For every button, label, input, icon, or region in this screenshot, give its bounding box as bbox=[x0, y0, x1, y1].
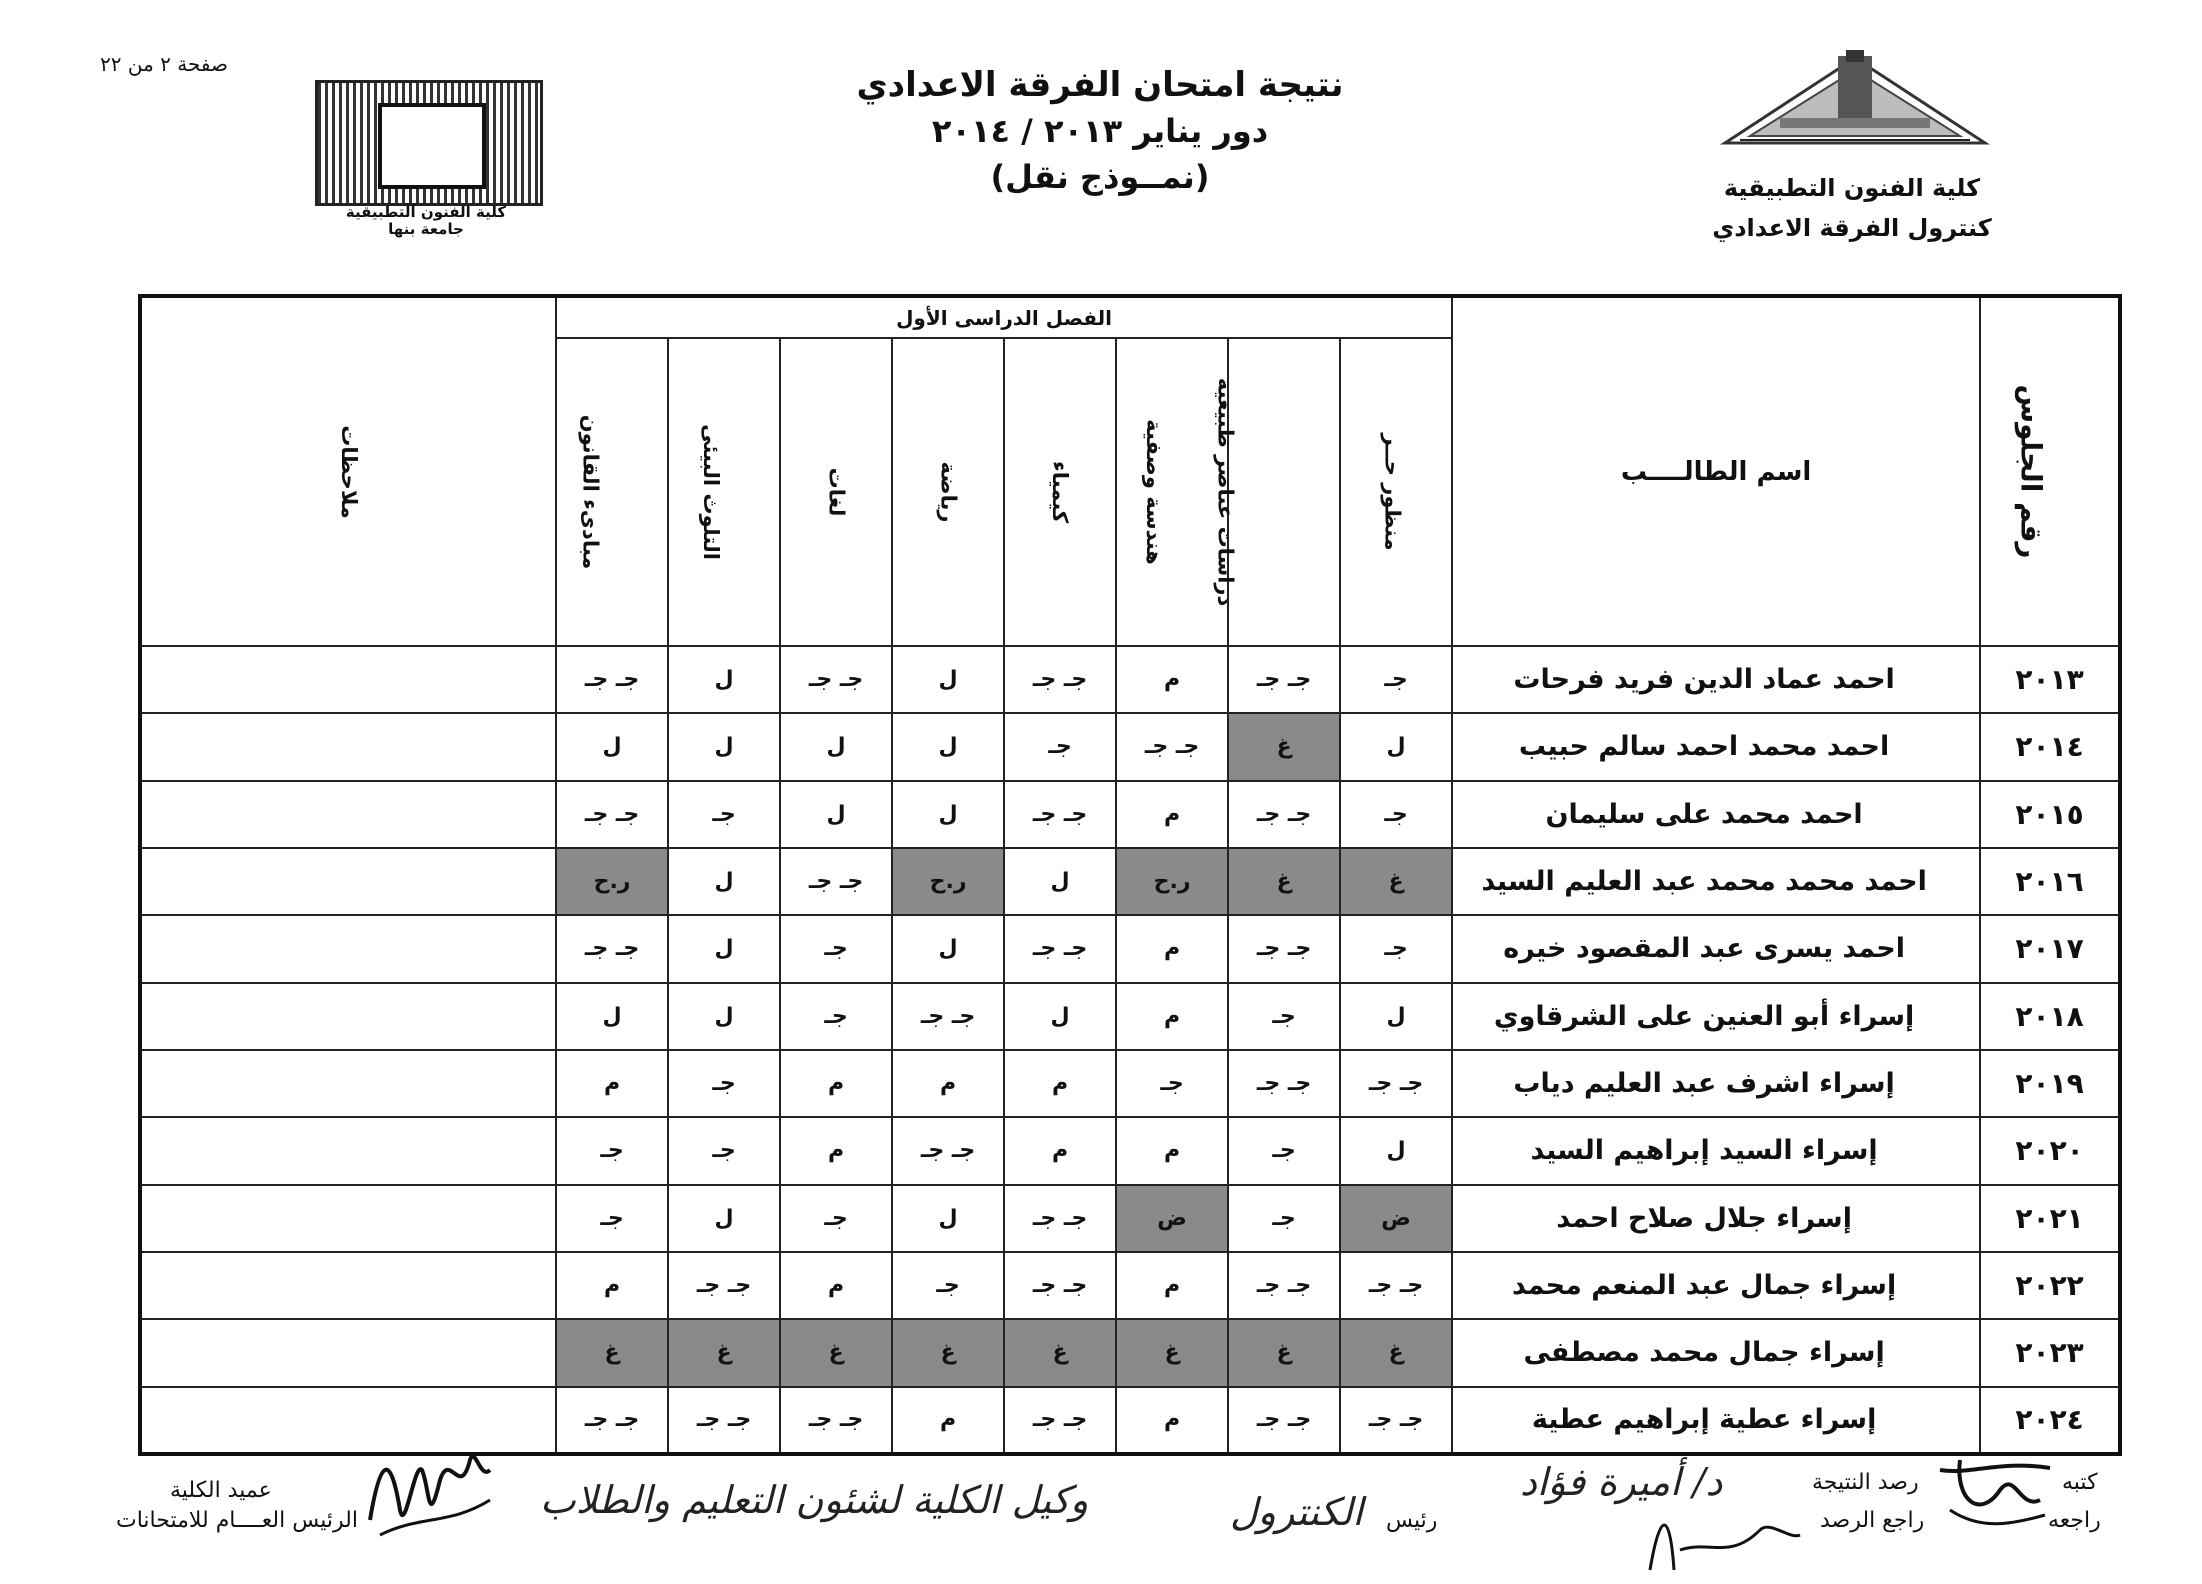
grade-cell: جـ جـ bbox=[1116, 713, 1228, 780]
notes-cell bbox=[140, 1252, 556, 1319]
subject-header: هندسة وصفية bbox=[1116, 338, 1228, 646]
grade-cell: ل bbox=[892, 915, 1004, 982]
table-row bbox=[140, 915, 2120, 982]
grade-cell: غ bbox=[1228, 1319, 1340, 1386]
grade-cell: جـ جـ bbox=[1004, 781, 1116, 848]
reviewed-by-label: راجعه bbox=[2048, 1508, 2101, 1533]
entry-signature-text: د/ أميرة فؤاد bbox=[1520, 1460, 1723, 1504]
grade-cell: ل bbox=[892, 781, 1004, 848]
grade-cell: م bbox=[556, 1050, 668, 1117]
grade-cell: جـ جـ bbox=[668, 1252, 780, 1319]
seat-number: ٢٠١٦ bbox=[1980, 848, 2120, 915]
grade-cell: ل bbox=[1004, 848, 1116, 915]
seat-number: ٢٠١٩ bbox=[1980, 1050, 2120, 1117]
grade-cell: جـ جـ bbox=[780, 848, 892, 915]
table-row bbox=[140, 1117, 2120, 1184]
grade-cell: م bbox=[1116, 1387, 1228, 1454]
subject-header: التلوث البيئى bbox=[668, 338, 780, 646]
university-logo bbox=[1720, 48, 1990, 148]
subject-header: رياضة bbox=[892, 338, 1004, 646]
grade-cell: جـ bbox=[556, 1185, 668, 1252]
grade-cell: ل bbox=[668, 915, 780, 982]
grade-cell: جـ جـ bbox=[780, 1387, 892, 1454]
grade-cell: جـ جـ bbox=[1228, 1252, 1340, 1319]
title-line-3: (نمــوذج نقل) bbox=[990, 158, 1210, 196]
grade-cell: جـ bbox=[780, 915, 892, 982]
subject-header: مبادىء القانون bbox=[556, 338, 668, 646]
grade-cell: ل bbox=[1340, 983, 1452, 1050]
grade-cell: م bbox=[780, 1050, 892, 1117]
title-line-2: دور يناير ٢٠١٣ / ٢٠١٤ bbox=[931, 112, 1269, 150]
grade-cell: م bbox=[892, 1050, 1004, 1117]
notes-cell bbox=[140, 1050, 556, 1117]
grade-cell: ل bbox=[668, 713, 780, 780]
notes-cell bbox=[140, 915, 556, 982]
grade-cell: غ bbox=[892, 1319, 1004, 1386]
grade-cell: م bbox=[1004, 1050, 1116, 1117]
grade-cell: جـ جـ bbox=[1340, 1387, 1452, 1454]
grade-cell: ض bbox=[1340, 1185, 1452, 1252]
grade-cell: جـ جـ bbox=[1228, 1050, 1340, 1117]
grade-cell: جـ جـ bbox=[1228, 915, 1340, 982]
grade-cell: جـ bbox=[668, 781, 780, 848]
grade-cell: ل bbox=[556, 713, 668, 780]
grade-cell: جـ جـ bbox=[1340, 1050, 1452, 1117]
grade-cell: غ bbox=[1340, 1319, 1452, 1386]
student-name: إسراء جلال صلاح احمد bbox=[1452, 1185, 1980, 1252]
seat-number: ٢٠١٧ bbox=[1980, 915, 2120, 982]
table-row bbox=[140, 848, 2120, 915]
writer-signature bbox=[1930, 1440, 2070, 1554]
seat-number-header: رقم الجلوس bbox=[1980, 296, 2120, 646]
grade-cell: جـ bbox=[1228, 1117, 1340, 1184]
grade-cell: جـ جـ bbox=[1340, 1252, 1452, 1319]
grade-cell: م bbox=[780, 1252, 892, 1319]
student-name: احمد محمد على سليمان bbox=[1452, 781, 1980, 848]
student-name: إسراء أبو العنين على الشرقاوي bbox=[1452, 983, 1980, 1050]
seat-number: ٢٠١٤ bbox=[1980, 713, 2120, 780]
subject-header: لغات bbox=[780, 338, 892, 646]
grade-cell: جـ bbox=[1228, 983, 1340, 1050]
results-table bbox=[138, 294, 2122, 1456]
faculty-logo-mark bbox=[315, 80, 543, 206]
written-by-label: كتبه bbox=[2062, 1470, 2098, 1495]
grade-cell: ل bbox=[668, 983, 780, 1050]
seat-number: ٢٠١٥ bbox=[1980, 781, 2120, 848]
grade-cell: م bbox=[780, 1117, 892, 1184]
subject-header: منظور حــر bbox=[1340, 338, 1452, 646]
grade-cell: ل bbox=[892, 713, 1004, 780]
grade-cell: جـ bbox=[1228, 1185, 1340, 1252]
grade-cell: جـ جـ bbox=[1004, 1185, 1116, 1252]
grade-cell: جـ bbox=[1116, 1050, 1228, 1117]
grade-cell: جـ bbox=[892, 1252, 1004, 1319]
grade-cell: جـ جـ bbox=[556, 1387, 668, 1454]
grade-cell: ض bbox=[1116, 1185, 1228, 1252]
faculty-logo-caption-2: جامعة بنها bbox=[388, 220, 464, 238]
notes-cell bbox=[140, 713, 556, 780]
faculty-logo-caption-1: كلية الفنون التطبيقية bbox=[345, 203, 507, 221]
grade-cell: م bbox=[1004, 1117, 1116, 1184]
seat-number: ٢٠٢٣ bbox=[1980, 1319, 2120, 1386]
table-row bbox=[140, 713, 2120, 780]
faculty-logo bbox=[310, 80, 540, 238]
grade-cell: جـ جـ bbox=[1004, 1252, 1116, 1319]
notes-cell bbox=[140, 1319, 556, 1386]
notes-cell bbox=[140, 983, 556, 1050]
grade-cell: جـ bbox=[556, 1117, 668, 1184]
grade-cell: غ bbox=[668, 1319, 780, 1386]
grade-cell: غ bbox=[1340, 848, 1452, 915]
grade-cell: جـ جـ bbox=[556, 646, 668, 713]
grade-cell: جـ bbox=[1004, 713, 1116, 780]
grade-cell: جـ bbox=[1340, 915, 1452, 982]
notes-cell bbox=[140, 781, 556, 848]
notes-cell bbox=[140, 646, 556, 713]
grade-cell: ل bbox=[668, 848, 780, 915]
student-name: احمد عماد الدين فريد فرحات bbox=[1452, 646, 1980, 713]
title-line-1: نتيجة امتحان الفرقة الاعدادي bbox=[856, 65, 1344, 105]
grade-cell: جـ جـ bbox=[1004, 646, 1116, 713]
entry-review-label: راجع الرصد bbox=[1820, 1508, 1925, 1533]
grade-cell: غ bbox=[1116, 1319, 1228, 1386]
seat-number: ٢٠٢٤ bbox=[1980, 1387, 2120, 1454]
grade-cell: م bbox=[1116, 1117, 1228, 1184]
student-name-header: اسم الطالــــب bbox=[1452, 296, 1980, 646]
grade-cell: م bbox=[556, 1252, 668, 1319]
grade-cell: جـ جـ bbox=[1228, 646, 1340, 713]
notes-cell bbox=[140, 1117, 556, 1184]
seat-number: ٢٠١٨ bbox=[1980, 983, 2120, 1050]
grade-cell: جـ bbox=[780, 1185, 892, 1252]
college-name: كلية الفنون التطبيقية bbox=[1723, 174, 1981, 202]
exams-head-label: الرئيس العــــام للامتحانات bbox=[116, 1508, 358, 1533]
document-title bbox=[700, 62, 1500, 200]
student-name: إسراء اشرف عبد العليم دياب bbox=[1452, 1050, 1980, 1117]
student-name: إسراء السيد إبراهيم السيد bbox=[1452, 1117, 1980, 1184]
grade-cell: ر.ح bbox=[556, 848, 668, 915]
table-row bbox=[140, 983, 2120, 1050]
grade-cell: ل bbox=[780, 781, 892, 848]
grade-cell: غ bbox=[1004, 1319, 1116, 1386]
review-signature bbox=[1640, 1500, 1810, 1584]
grade-cell: ل bbox=[892, 1185, 1004, 1252]
grade-cell: جـ جـ bbox=[892, 1117, 1004, 1184]
grade-cell: غ bbox=[1228, 713, 1340, 780]
notes-header: ملاحظات bbox=[140, 296, 556, 646]
grade-cell: ر.ح bbox=[1116, 848, 1228, 915]
student-name: إسراء جمال محمد مصطفى bbox=[1452, 1319, 1980, 1386]
control-head-label: رئيس bbox=[1386, 1508, 1438, 1533]
grade-cell: جـ bbox=[1340, 781, 1452, 848]
grade-cell: م bbox=[1116, 983, 1228, 1050]
seat-number: ٢٠١٣ bbox=[1980, 646, 2120, 713]
grade-cell: غ bbox=[780, 1319, 892, 1386]
grade-cell: جـ جـ bbox=[892, 983, 1004, 1050]
grade-cell: ل bbox=[1340, 713, 1452, 780]
semester-header: الفصل الدراسى الأول bbox=[556, 296, 1452, 338]
grade-cell: م bbox=[1116, 1252, 1228, 1319]
grade-cell: ل bbox=[668, 1185, 780, 1252]
subject-header: دراسات عناصر طبيعية bbox=[1228, 338, 1340, 646]
student-name: احمد يسرى عبد المقصود خيره bbox=[1452, 915, 1980, 982]
grade-cell: غ bbox=[556, 1319, 668, 1386]
grade-cell: جـ bbox=[1340, 646, 1452, 713]
grade-cell: ر.ح bbox=[892, 848, 1004, 915]
seat-number: ٢٠٢٢ bbox=[1980, 1252, 2120, 1319]
notes-cell bbox=[140, 848, 556, 915]
grade-cell: م bbox=[1116, 646, 1228, 713]
student-name: إسراء جمال عبد المنعم محمد bbox=[1452, 1252, 1980, 1319]
grade-cell: جـ bbox=[668, 1117, 780, 1184]
grade-cell: م bbox=[892, 1387, 1004, 1454]
dean-signature bbox=[360, 1440, 500, 1554]
dean-label: عميد الكلية bbox=[170, 1478, 272, 1503]
grade-cell: جـ bbox=[780, 983, 892, 1050]
student-name: إسراء عطية إبراهيم عطية bbox=[1452, 1387, 1980, 1454]
grade-cell: ل bbox=[556, 983, 668, 1050]
grade-cell: جـ جـ bbox=[780, 646, 892, 713]
student-name: احمد محمد احمد سالم حبيب bbox=[1452, 713, 1980, 780]
table-row bbox=[140, 646, 2120, 713]
grade-cell: م bbox=[1116, 915, 1228, 982]
control-signature-text: الكنترول bbox=[1230, 1490, 1363, 1534]
table-row bbox=[140, 1252, 2120, 1319]
grade-cell: جـ جـ bbox=[1228, 781, 1340, 848]
grade-cell: ل bbox=[780, 713, 892, 780]
table-row bbox=[140, 1185, 2120, 1252]
college-header bbox=[1692, 168, 2012, 248]
grade-cell: ل bbox=[1004, 983, 1116, 1050]
notes-cell bbox=[140, 1185, 556, 1252]
vice-dean-signature-text: وكيل الكلية لشئون التعليم والطلاب bbox=[540, 1478, 1089, 1522]
grade-cell: جـ bbox=[668, 1050, 780, 1117]
grade-cell: ل bbox=[668, 646, 780, 713]
table-row bbox=[140, 1050, 2120, 1117]
grade-cell: جـ جـ bbox=[1004, 1387, 1116, 1454]
student-name: احمد محمد محمد عبد العليم السيد bbox=[1452, 848, 1980, 915]
table-row bbox=[140, 1319, 2120, 1386]
grade-cell: ل bbox=[1340, 1117, 1452, 1184]
grade-cell: جـ جـ bbox=[556, 915, 668, 982]
control-name: كنترول الفرقة الاعدادي bbox=[1712, 214, 1992, 242]
seat-number: ٢٠٢١ bbox=[1980, 1185, 2120, 1252]
seat-number: ٢٠٢٠ bbox=[1980, 1117, 2120, 1184]
result-entry-label: رصد النتيجة bbox=[1812, 1470, 1919, 1495]
grade-cell: غ bbox=[1228, 848, 1340, 915]
grade-cell: م bbox=[1116, 781, 1228, 848]
grade-cell: جـ جـ bbox=[668, 1387, 780, 1454]
subject-header: كيمياء bbox=[1004, 338, 1116, 646]
grade-cell: جـ جـ bbox=[556, 781, 668, 848]
table-row bbox=[140, 781, 2120, 848]
grade-cell: جـ جـ bbox=[1228, 1387, 1340, 1454]
grade-cell: ل bbox=[892, 646, 1004, 713]
grade-cell: جـ جـ bbox=[1004, 915, 1116, 982]
page-number: صفحة ٢ من ٢٢ bbox=[100, 52, 228, 76]
